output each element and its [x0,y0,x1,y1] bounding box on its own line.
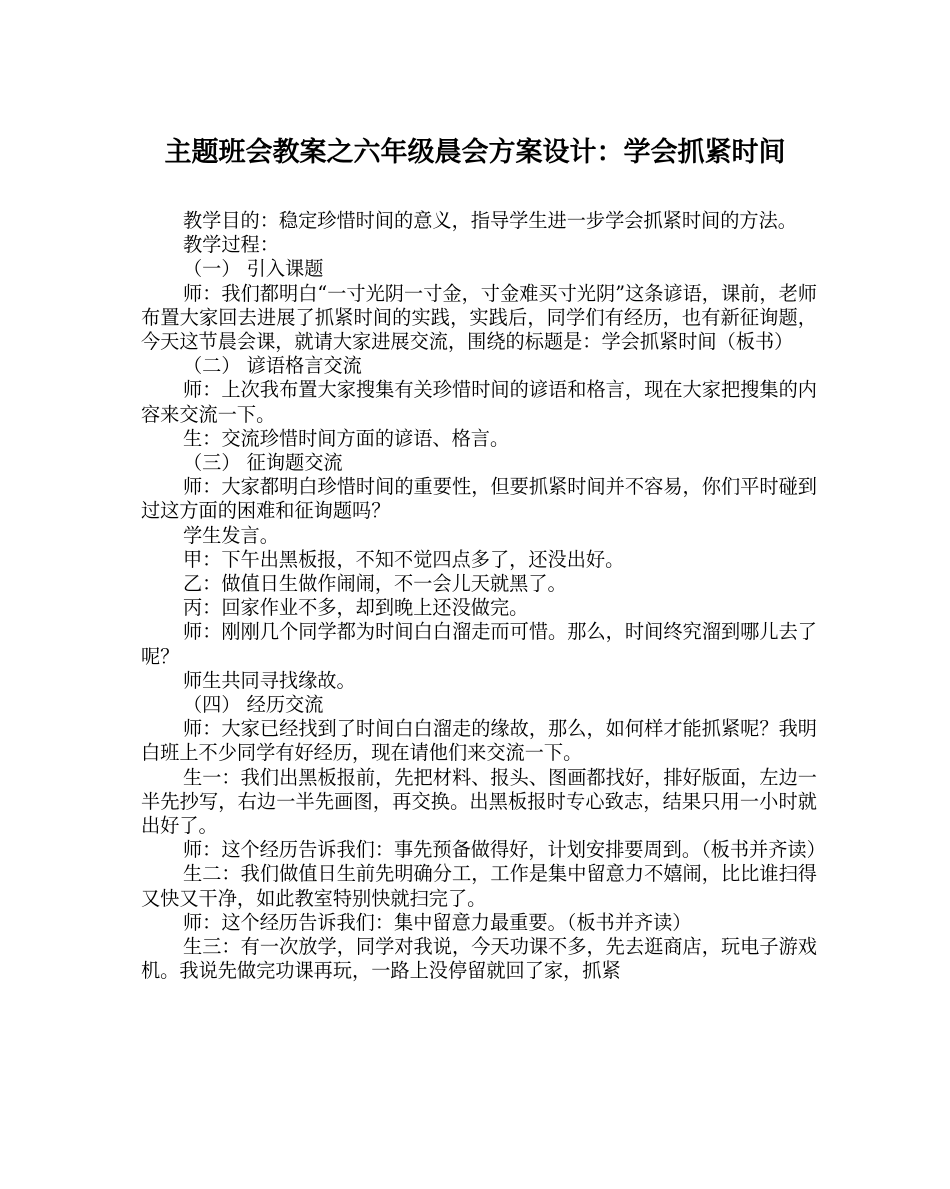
paragraph: 生三：有一次放学，同学对我说，今天功课不多，先去逛商店，玩电子游戏机。我说先做完功课再玩，一路上没停留就回了家，抓紧 [141,935,817,983]
paragraph: 甲：下午出黑板报，不知不觉四点多了，还没出好。 [183,547,625,571]
paragraph: 生二：我们做值日生前先明确分工，工作是集中留意力不嬉闹，比比谁扫得又快又干净，如此教室特别快就扫完了。 [141,862,817,910]
paragraph: 师：这个经历告诉我们：集中留意力最重要。（板书并齐读） [183,910,692,934]
paragraph-process-heading: 教学过程： [183,233,279,257]
paragraph: 丙：回家作业不多，却到晚上还没做完。 [183,596,529,620]
document-title: 主题班会教案之六年级晨会方案设计：学会抓紧时间 [164,137,786,168]
document-body [141,209,826,984]
section-heading-2: （二） 谚语格言交流 [183,354,362,378]
section-heading-1: （一） 引入课题 [183,257,324,281]
paragraph: 师：这个经历告诉我们：事先预备做得好，计划安排要周到。（板书并齐读） [183,838,826,862]
paragraph: 乙：做值日生做作闹闹，不一会儿天就黑了。 [183,572,567,596]
paragraph: 师：我们都明白“一寸光阴一寸金，寸金难买寸光阴”这条谚语，课前，老师布置大家回去进展了抓紧时间的实践，实践后，同学们有经历，也有新征询题，今天这节晨会课，就请大家进展交流，围绕的标题是：学会抓紧时间（板书） [141,281,817,354]
paragraph: 学生发言。 [183,523,279,547]
paragraph: 生：交流珍惜时间方面的谚语、格言。 [183,426,510,450]
paragraph: 生一：我们出黑板报前，先把材料、报头、图画都找好，排好版面，左边一半先抄写，右边一半先画图，再交换。出黑板报时专心致志，结果只用一小时就出好了。 [141,765,817,838]
paragraph-objective: 教学目的：稳定珍惜时间的意义，指导学生进一步学会抓紧时间的方法。 [183,209,797,232]
paragraph: 师：大家都明白珍惜时间的重要性，但要抓紧时间并不容易，你们平时碰到过这方面的困难和征询题吗？ [141,475,817,523]
paragraph: 师：大家已经找到了时间白白溜走的缘故，那么，如何样才能抓紧呢？我明白班上不少同学有好经历，现在请他们来交流一下。 [141,717,817,765]
paragraph: 师：刚刚几个同学都为时间白白溜走而可惜。那么，时间终究溜到哪儿去了呢？ [141,620,817,668]
paragraph: 师生共同寻找缘故。 [183,668,356,692]
paragraph: 师：上次我布置大家搜集有关珍惜时间的谚语和格言，现在大家把搜集的内容来交流一下。 [141,378,817,426]
section-heading-4: （四） 经历交流 [183,693,324,717]
section-heading-3: （三） 征询题交流 [183,451,343,475]
